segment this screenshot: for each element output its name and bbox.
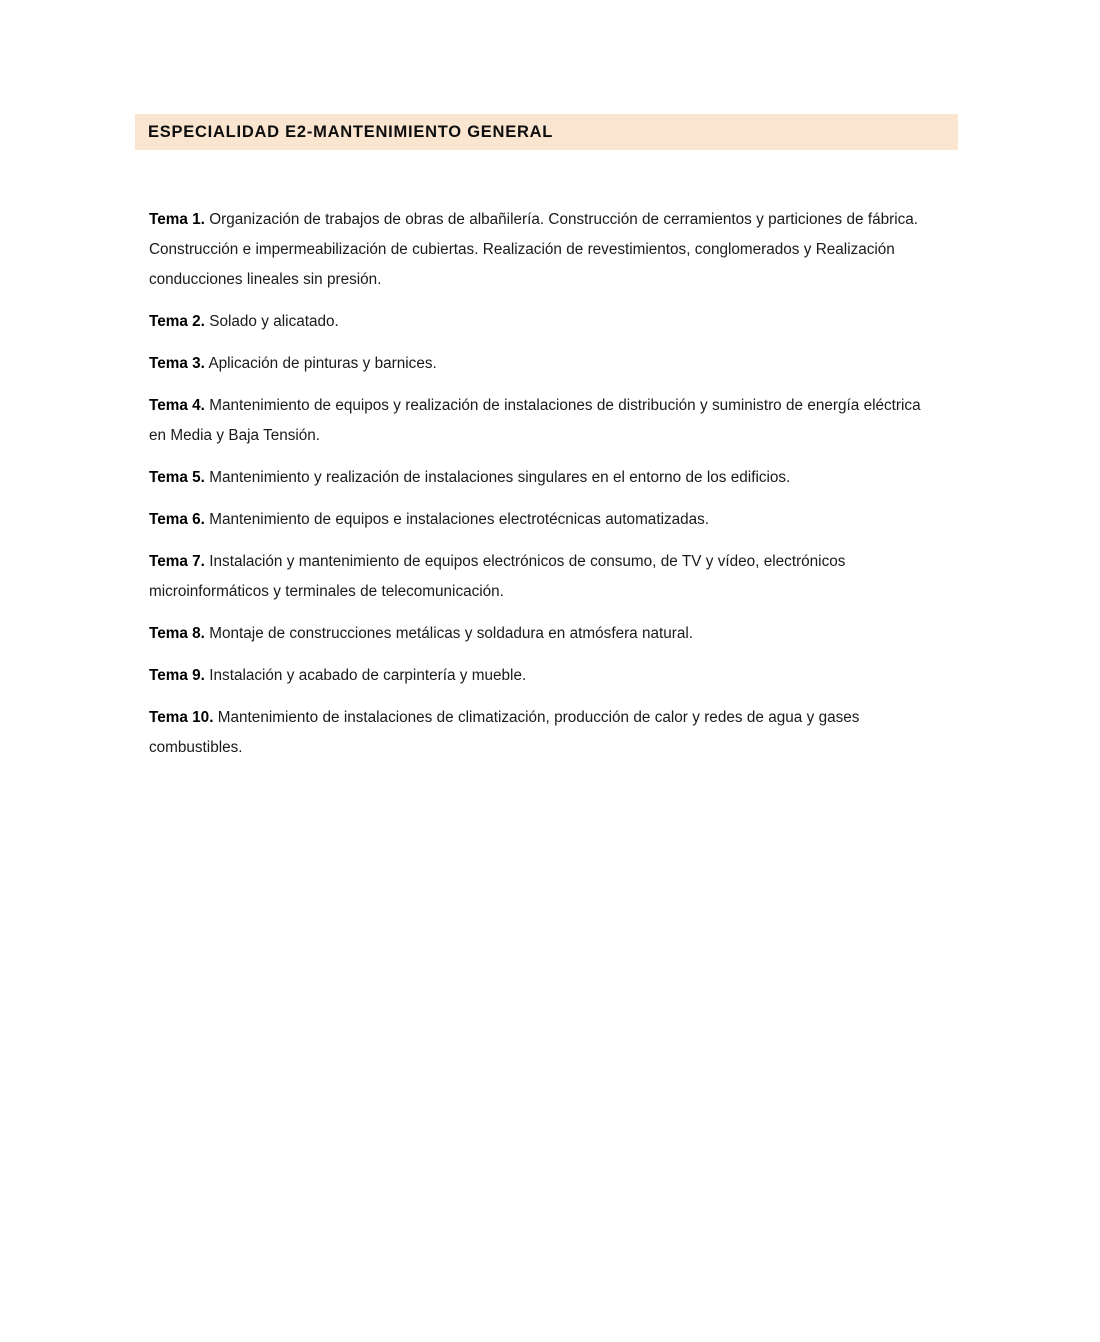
topic-label: Tema 7.: [149, 553, 205, 570]
topic-label: Tema 9.: [149, 667, 205, 684]
topic-item: [149, 391, 927, 451]
topic-item: [149, 463, 927, 493]
topic-body: Mantenimiento de instalaciones de climatización, producción de calor y redes de agua y gases combustibles.: [149, 709, 860, 756]
topic-item: [149, 547, 927, 607]
topic-body: Mantenimiento de equipos e instalaciones electrotécnicas automatizadas.: [204, 511, 710, 528]
topic-item: [149, 205, 927, 295]
topic-label: Tema 4.: [149, 397, 205, 414]
topic-list: [149, 205, 927, 763]
topic-label: Tema 10.: [149, 709, 214, 726]
topic-item: [149, 505, 927, 535]
topic-body: Solado y alicatado.: [204, 313, 339, 330]
topic-body: Organización de trabajos de obras de albañilería. Construcción de cerramientos y particiones de fábrica. Construcción e impermeabilización de cubiertas. Realización de revestimientos, conglomerados y Realización conducciones lineales sin presión.: [149, 211, 919, 288]
topic-item: [149, 661, 927, 691]
section-heading-title: ESPECIALIDAD E2-MANTENIMIENTO GENERAL: [148, 122, 554, 141]
topic-item: [149, 619, 927, 649]
topic-body: Instalación y acabado de carpintería y mueble.: [204, 667, 527, 684]
topic-item: [149, 349, 927, 379]
topic-label: Tema 1.: [149, 211, 205, 228]
topic-label: Tema 6.: [149, 511, 205, 528]
topic-label: Tema 3.: [149, 355, 205, 372]
topic-label: Tema 2.: [149, 313, 205, 330]
topic-body: Instalación y mantenimiento de equipos electrónicos de consumo, de TV y vídeo, electrónicos microinformáticos y terminales de telecomunicación.: [149, 553, 846, 600]
topic-label: Tema 5.: [149, 469, 205, 486]
topic-body: Mantenimiento de equipos y realización de instalaciones de distribución y suministro de energía eléctrica en Media y Baja Tensión.: [149, 397, 921, 444]
topic-item: [149, 703, 927, 763]
topic-item: [149, 307, 927, 337]
topic-body: Aplicación de pinturas y barnices.: [204, 355, 437, 372]
topic-body: Montaje de construcciones metálicas y soldadura en atmósfera natural.: [204, 625, 694, 642]
section-heading-banner: [135, 114, 958, 150]
topic-label: Tema 8.: [149, 625, 205, 642]
topic-body: Mantenimiento y realización de instalaciones singulares en el entorno de los edificios.: [204, 469, 791, 486]
